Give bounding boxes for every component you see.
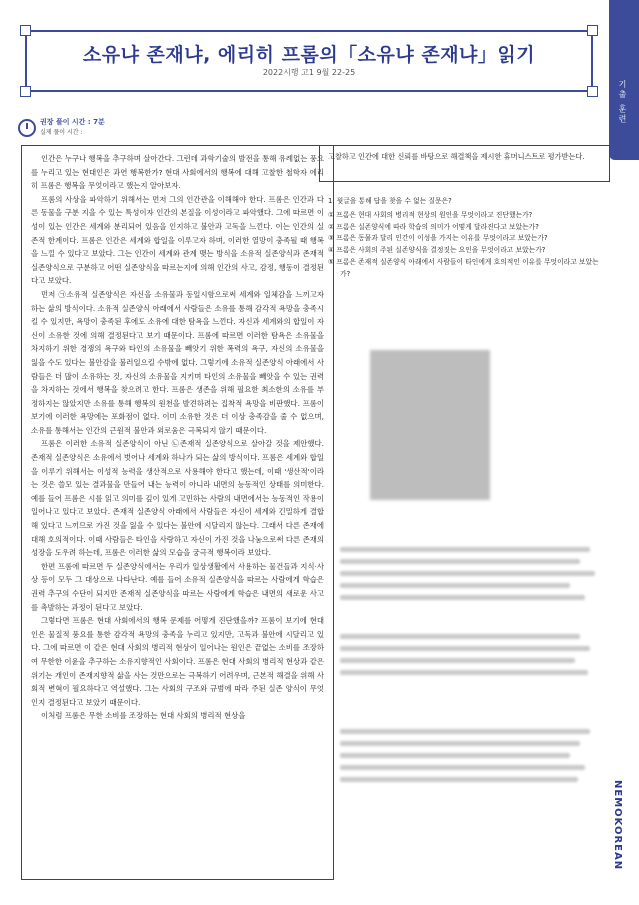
question-1 [328, 196, 608, 281]
brand-label: NEMOKOREAN [612, 780, 623, 871]
page-title: 소유냐 존재냐, 에리히 프롬의「소유냐 존재냐」읽기 [82, 44, 536, 66]
obscured-line [340, 729, 590, 734]
brand [612, 780, 638, 905]
obscured-block [370, 350, 490, 500]
passage-paragraph: 먼저 ㉠소유적 실존양식은 자신을 소유물과 동일시함으로써 세계와 일체감을 느끼고자 하는 삶의 방식이다. 소유적 실존양식 아래에서 사람들은 소유를 통해 감각적 욕망을 충족시킬 수 있지만, 욕망이 충족된 후에도 소유에 대한 탐욕을 느낀다. 자신과 세계와의 합일이 자신이 소유한 것에 의해 결정된다고 보기 때문이다. 프롬에 따르면 이러한 탐욕은 소유물을 차지하기 위한 경쟁의 욕구와 타인의 소유물을 빼앗기 위한 폭력의 욕구, 자신의 소유물을 잃을 수도 있다는 불안감을 불러일으킬 수밖에 없다. 그렇기에 소유적 실존양식 아래에서 사람들은 더 많이 소유하는 것, 자신의 소유물을 지키며 타인의 소유물을 빼앗을 수 있는 권력을 차지하는 것에서 행복을 찾으려고 한다. 프롬은 생존을 위해 필요한 최소한의 소유를 부정하지는 않았지만 소유를 통해 행복의 원천을 발견하려는 집착적 욕망을 비판했다. 프롬이 보기에 이러한 욕망에는 포화점이 없다. 이미 소유한 것은 더 이상 충족감을 줄 수 없으며, 소유를 통해서는 인간의 근원적 불안과 외로움은 극복되지 않기 때문이다. [31, 289, 324, 435]
obscured-line [340, 658, 575, 663]
obscured-line [340, 777, 578, 782]
page-subtitle: 2022시행 고1 9월 22-25 [262, 68, 356, 77]
obscured-content [340, 320, 600, 840]
obscured-line [340, 741, 580, 746]
obscured-line [340, 595, 585, 600]
actual-time: 실제 풀이 시간 : [40, 129, 83, 136]
continuation-text: 고찰하고 인간에 대한 신뢰를 바탕으로 해결책을 제시한 휴머니스트로 평가받는다. [328, 152, 585, 161]
obscured-line [340, 571, 595, 576]
obscured-line [340, 646, 590, 651]
answer-option[interactable]: ④ 프롬은 사회의 주된 실존양식을 결정짓는 요인을 무엇이라고 보았는가? [328, 246, 546, 255]
answer-option[interactable]: ① 프롬은 현대 사회의 병리적 현상의 원인을 무엇이라고 진단했는가? [328, 210, 533, 219]
clock-icon [18, 119, 36, 137]
header [20, 8, 594, 104]
passage-paragraph: 인간은 누구나 행복을 추구하며 살아간다. 그런데 과학기술의 발전을 통해 유례없는 풍요를 누리고 있는 현대인은 과연 행복한가? 현대 사회에서의 행복에 대해 고찰한 철학자 에리히 프롬은 행복을 무엇이라고 했는지 알아보자. [31, 154, 324, 191]
passage-paragraph: 그렇다면 프롬은 현대 사회에서의 행복 문제를 어떻게 진단했을까? 프롬이 보기에 현대인은 물질적 풍요를 통한 감각적 욕망의 충족을 누리고 있지만, 고독과 불안에 시달리고 있다. 그에 따르면 이 같은 현대 사회의 병리적 현상이 일어나는 원인은 끝없는 소비를 조장하여 무한한 이윤을 추구하는 소유지향적인 사회이다. 프롬은 현대 사회의 병리적 현상과 같은 위기는 개인이 존재지향적 삶을 사는 것만으로는 극복하기 어려우며, 근본적 해결을 위해 사회적 변혁이 필요하다고 역설했다. 그는 사회의 구조와 규범에 따라 주된 실존 양식이 무엇인지 결정된다고 보았기 때문이다. [31, 616, 324, 707]
answer-option[interactable]: ② 프롬은 실존양식에 따라 학습의 의미가 어떻게 달라진다고 보았는가? [328, 222, 539, 231]
passage-paragraph: 프롬의 사상을 파악하기 위해서는 먼저 그의 인간관을 이해해야 한다. 프롬은 인간과 다른 동물을 구분 지을 수 있는 특성이자 인간의 본질을 이성이라고 파악했다. 그에 따르면 이성이 있는 인간은 세계와 분리되어 있음을 인지하고 불안과 고독을 느낀다. 이는 인간의 실존적 한계이다. 프롬은 인간은 세계와 합일을 이루고자 하며, 이러한 열망이 충족될 때 행복을 느낄 수 있다고 보았다. 그는 인간이 세계와 관계 맺는 방식을 소유적 실존양식과 존재적 실존양식으로 구분하고 어떤 실존양식을 따르는지에 의해 인간의 사고, 감정, 행동이 결정된다고 보았다. [31, 194, 324, 286]
recommended-time: 권장 풀이 시간 : 7분 [40, 118, 105, 126]
passage-paragraph: 프롬은 이러한 소유적 실존양식이 아닌 ㉡존재적 실존양식으로 살아갈 것을 제안했다. 존재적 실존양식은 소유에서 벗어나 세계와 하나가 되는 삶의 방식이다. 프롬은 세계와 합일을 이루기 위해서는 이성적 능력을 생산적으로 사용해야 한다고 했는데, 이때 '생산적'이라는 것은 쓸모 있는 결과물을 만들어 내는 능력이 아니라 내면의 능동적인 상태를 의미한다. 예를 들어 프롬은 시를 읽고 의미를 깊이 있게 고민하는 사람의 내면에서는 능동적인 작용이 일어나고 있다고 보았다. 존재적 실존양식 아래에서 사람들은 자신이 세계와 긴밀하게 결합해 있다고 느끼므로 가진 것을 잃을 수 있다는 불안에 시달리지 않는다. 그래서 다른 존재에 대해 호의적이다. 이때 사람들은 타인을 사랑하고 자신이 가진 것을 나눔으로써 다른 존재의 성장을 도우려 하는데, 프롬은 이러한 삶의 모습을 궁극적 행복이라 보았다. [31, 439, 324, 558]
passage-paragraph: 이처럼 프롬은 무한 소비를 조장하는 현대 사회의 병리적 현상을 [41, 711, 246, 721]
obscured-line [340, 559, 580, 564]
corner-ornament [20, 86, 31, 97]
obscured-line [340, 753, 570, 758]
obscured-line [340, 547, 590, 552]
corner-ornament [587, 86, 598, 97]
obscured-line [340, 765, 585, 770]
passage-continuation [319, 145, 610, 182]
corner-ornament [20, 25, 31, 36]
obscured-line [340, 634, 580, 639]
passage-paragraph: 한편 프롬에 따르면 두 실존양식에서는 우리가 일상생활에서 사용하는 물건들과 지식·사상 등이 모두 그 대상으로 나타난다. 예를 들어 소유적 실존양식을 따르는 사람에게 학습은 권력 추구의 수단이 되지만 존재적 실존양식을 따르는 사람에게 학습은 내면의 새로운 사고를 촉발하는 과정이 된다고 보았다. [31, 561, 324, 612]
title-box [25, 30, 593, 92]
side-tab-label: 기출 훈련 [618, 80, 627, 125]
corner-ornament [587, 25, 598, 36]
answer-option[interactable]: ③ 프롬은 동물과 달리 인간이 이성을 가지는 이유를 무엇이라고 보았는가? [328, 234, 548, 243]
obscured-line [340, 670, 588, 675]
question-stem: 1. 윗글을 통해 답을 찾을 수 없는 질문은? [328, 197, 452, 205]
side-tab [609, 0, 639, 160]
answer-option[interactable]: ⑤ 프롬은 존재적 실존양식 아래에서 사람들이 타인에게 호의적인 이유를 무엇이라고 보았는가? [328, 257, 599, 278]
reading-passage [21, 145, 334, 880]
obscured-line [340, 583, 570, 588]
